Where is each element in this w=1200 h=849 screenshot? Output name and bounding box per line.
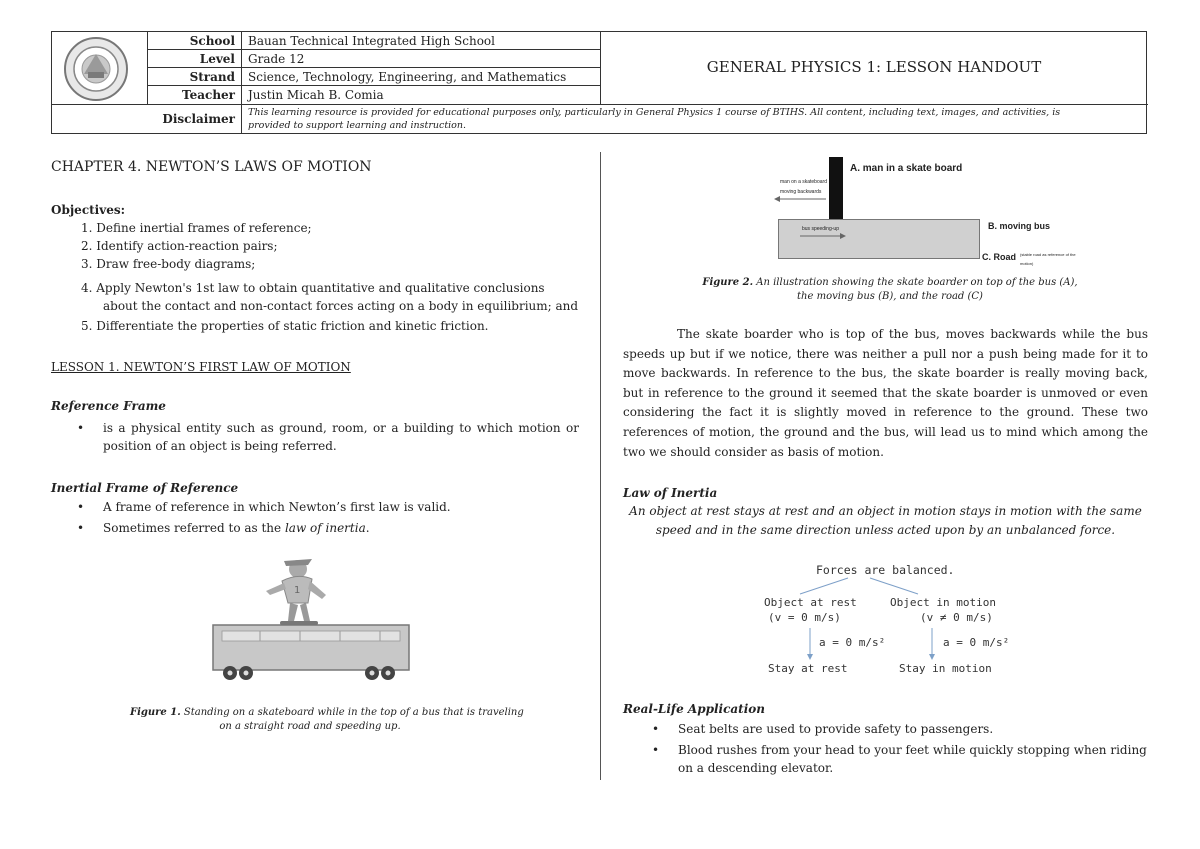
objective-4: 4. Apply Newton's 1st law to obtain quantitative and qualitative conclusions — [81, 281, 545, 295]
real-life-heading: Real-Life Application — [623, 702, 766, 716]
flow-object-in-motion: Object in motion — [890, 596, 996, 609]
figure-1-label: Figure 1. — [130, 707, 181, 718]
figure-2-label: Figure 2. — [702, 277, 754, 288]
flow-object-at-rest: Object at rest — [764, 596, 857, 609]
objective-5: 5. Differentiate the properties of static friction and kinetic friction. — [81, 319, 489, 333]
strand-label: Strand — [189, 70, 235, 84]
note-bus: bus speeding-up — [802, 226, 839, 232]
flow-motion-accel: a = 0 m/s² — [943, 636, 1010, 649]
law-of-inertia-line-2: speed and in the same direction unless acted upon by an unbalanced force. — [655, 523, 1116, 537]
flow-stay-at-rest: Stay at rest — [768, 662, 848, 675]
law-of-inertia-line-1: An object at rest stays at rest and an object in motion stays in motion with the same — [629, 504, 1142, 518]
flow-stay-in-motion: Stay in motion — [899, 662, 992, 675]
backward-arrow — [774, 195, 828, 203]
flow-motion-velocity: (v ≠ 0 m/s) — [920, 611, 993, 624]
objective-4-cont: about the contact and non-contact forces acting on a body in equilibrium; and — [103, 299, 579, 313]
column-divider — [600, 152, 601, 780]
body-paragraph: The skate boarder who is top of the bus, moves backwards while the bus speeds up but if we notice, there was neither a pull nor a push being made for it to move backwards. In reference to the bus, the skate boarder is really moving back, but in reference to the ground it seemed that the skate boarder is unmoved or even considering the fact it is slightly moved in reference to the ground. These two references of motion, the ground and the bus, will lead us to mind which among the two we should consider as basis of motion. — [623, 327, 1148, 459]
bullet-2-prefix: Sometimes referred to as the — [103, 521, 285, 535]
figure-1-caption-text: Standing on a skateboard while in the top of a bus that is traveling — [180, 707, 524, 718]
school-logo — [60, 36, 132, 102]
figure-2-diagram — [760, 155, 1076, 273]
level-label: Level — [199, 52, 235, 66]
reference-frame-heading: Reference Frame — [51, 399, 166, 413]
flow-rest-velocity: (v = 0 m/s) — [768, 611, 841, 624]
objectives-heading: Objectives: — [51, 203, 126, 217]
skateboarder-bar — [829, 157, 843, 219]
disclaimer-label: Disclaimer — [162, 112, 235, 126]
flow-rest-accel: a = 0 m/s² — [819, 636, 886, 649]
objective-2: 2. Identify action-reaction pairs; — [81, 239, 278, 253]
school-value: Bauan Technical Integrated High School — [248, 34, 495, 48]
note-road-1: (stable road as reference of the — [1020, 252, 1076, 257]
objective-1: 1. Define inertial frames of reference; — [81, 221, 312, 235]
forward-arrow — [800, 232, 846, 240]
strand-value: Science, Technology, Engineering, and Mathematics — [248, 70, 567, 84]
figure-1-illustration — [200, 555, 420, 685]
figure-1-caption-1 — [130, 706, 524, 720]
svg-text:1: 1 — [294, 585, 301, 596]
header-table — [51, 31, 1147, 134]
label-road: C. Road — [982, 252, 1017, 262]
lesson-title: LESSON 1. NEWTON’S FIRST LAW OF MOTION — [51, 360, 351, 374]
flow-forces-balanced: Forces are balanced. — [816, 563, 955, 577]
school-label: School — [189, 34, 235, 48]
law-of-inertia-term: law of inertia — [284, 521, 366, 535]
figure-2-caption-1 — [700, 276, 1080, 290]
inertial-frame-heading: Inertial Frame of Reference — [51, 481, 239, 495]
figure-2-caption-text: An illustration showing the skate boarder on top of the bus (A), — [753, 277, 1078, 288]
handout-title: GENERAL PHYSICS 1: LESSON HANDOUT — [706, 58, 1042, 76]
teacher-value: Justin Micah B. Comia — [248, 88, 384, 102]
level-value: Grade 12 — [248, 52, 305, 66]
note-man-2: moving backwards — [780, 189, 822, 195]
figure-1-caption-2: on a straight road and speeding up. — [219, 721, 401, 732]
law-of-inertia-heading: Law of Inertia — [623, 486, 718, 500]
label-bus: B. moving bus — [988, 221, 1051, 231]
bullet-2-suffix: . — [365, 521, 370, 535]
inertial-frame-bullet-2 — [103, 519, 370, 537]
disclaimer-line-2: provided to support learning and instruction. — [248, 120, 467, 131]
objective-3: 3. Draw free-body diagrams; — [81, 257, 256, 271]
reference-frame-bullet: • is a physical entity such as ground, room, or a building to which motion or position of an object is being referred. — [103, 419, 579, 455]
label-man: A. man in a skate board — [850, 163, 963, 174]
note-man-1: man on a skateboard — [780, 179, 827, 185]
inertial-frame-bullet-1: • A frame of reference in which Newton’s first law is valid. — [103, 498, 451, 516]
real-life-bullet-1: • Seat belts are used to provide safety to passengers. — [678, 720, 993, 738]
disclaimer-line-1: This learning resource is provided for educational purposes only, particularly in General Physics 1 course of BTIHS. All content, including text, images, and activities, is — [248, 107, 1061, 118]
note-road-2: motion) — [1020, 261, 1034, 266]
real-life-bullet-2: • Blood rushes from your head to your feet while quickly stopping when riding on a descending elevator. — [678, 741, 1148, 777]
teacher-label: Teacher — [182, 88, 235, 102]
chapter-title: CHAPTER 4. NEWTON’S LAWS OF MOTION — [51, 159, 372, 175]
figure-2-caption-2: the moving bus (B), and the road (C) — [797, 291, 983, 302]
